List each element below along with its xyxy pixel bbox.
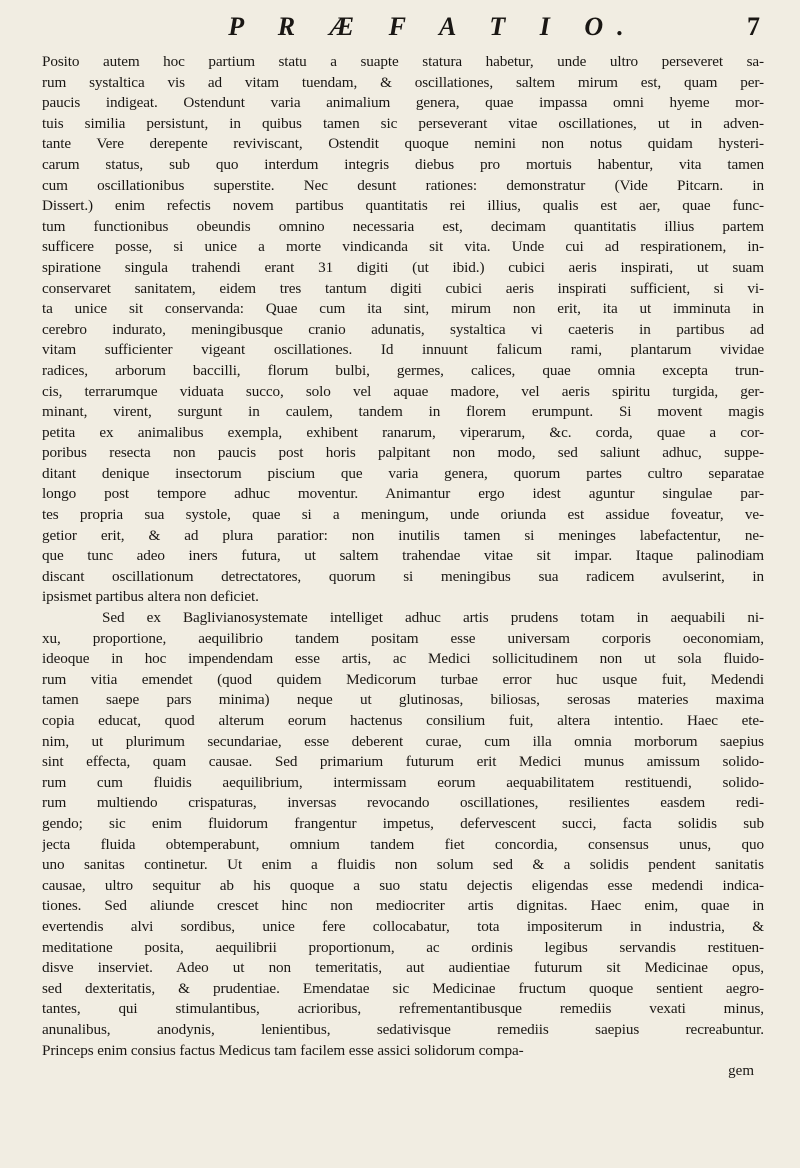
text-line: getior erit, & ad plura paratior: non inutilis tamen si meninges labefactentur, ne- [42, 526, 764, 544]
text-line: tiones. Sed aliunde crescet hinc non mediocriter artis dignitas. Haec enim, quae in [42, 897, 764, 915]
catchword: gem [728, 1063, 754, 1080]
text-line: rum cum fluidis aequilibrium, intermissam eorum aequabilitatem restituendi, solido- [42, 773, 764, 791]
text-line: vitam sufficienter vigeant oscillationes. Id innuunt falicum rami, plantarum vividae [42, 341, 764, 359]
text-line: gendo; sic enim fluidorum frangentur impetus, defervescent succi, facta solidis sub [42, 814, 764, 832]
text-line: evertendis alvi sordibus, unice fere collocabatur, tota impositerum in industria, & [42, 917, 764, 935]
text-line: petita ex animalibus exempla, exhibent ranarum, viperarum, &c. corda, quae a cor- [42, 423, 764, 441]
text-line: discant oscillationum detrectatores, quorum si meningibus sua radicem avulserint, in [42, 567, 764, 585]
text-line: copia educat, quod alterum eorum hactenus consilium fuit, altera intentio. Haec ete- [42, 712, 764, 729]
text-line: tum functionibus obeundis omnino necessaria est, decimam quantitatis illius partem [42, 217, 764, 235]
text-line: ideoque in hoc impendendam esse artis, ac Medici sollicitudinem non ut sola fluido- [42, 650, 764, 668]
text-line: Posito autem hoc partium statu a suapte statura habetur, unde ultro perseveret sa- [42, 53, 764, 70]
page-title: P R Æ F A T I O. [228, 12, 638, 41]
text-line: cis, terrarumque viduata succo, solo vel aquae madore, vel aeris spiritu turgida, ger- [42, 382, 764, 400]
text-line: Sed ex Baglivianosystemate intelliget adhuc artis prudens totam in aequabili ni- [102, 609, 764, 627]
text-line: rum systaltica vis ad vitam tuendam, & oscillationes, saltem mirum est, quam per- [42, 73, 764, 91]
text-line: Princeps enim consius factus Medicus tam facilem esse assici solidorum compa- [42, 1041, 524, 1059]
text-line: tantes, qui stimulantibus, acrioribus, refrementantibusque remediis vexati minus, [42, 1000, 764, 1018]
text-line: sint effecta, quam causae. Sed primarium futurum erit Medici munus amissum solido- [42, 753, 764, 771]
text-line: paucis indigeat. Ostendunt varia animalium genera, quae impassa omni hyeme mor- [42, 94, 764, 112]
text-line: carum status, sub quo interdum integris diebus pro mortuis habentur, vita tamen [42, 155, 764, 173]
paragraph [42, 608, 764, 1061]
text-line: tes propria sua systole, quae si a meningum, unde oriunda est assidue foveatur, ve- [42, 506, 764, 524]
text-line: jecta fluida obtemperabunt, omnium tandem fiet concordia, consensus unus, quo [42, 835, 764, 853]
text-line: tamen saepe pars minima) neque ut glutinosas, biliosas, serosas materies maxima [42, 691, 764, 709]
text-line: sufficere posse, si unice a morte vindicanda sit vita. Unde cui ad respirationem, in- [42, 238, 764, 256]
text-line: disve inserviet. Adeo ut non temeritatis, aut audientiae futurum sit Medicinae opus, [42, 959, 764, 977]
text-line: spiratione singula trahendi erant 31 digiti (ut ibid.) cubici aeris inspirati, ut suam [42, 258, 764, 276]
text-line: uno sanitas continetur. Ut enim a fluidis non solum sed & a solidis pendent sanitatis [42, 856, 764, 874]
text-line: xu, proportione, aequilibrio tandem positam esse universam corporis oeconomiam, [42, 629, 764, 647]
text-line: poribus resecta non paucis post horis palpitant non modo, sed saliunt adhuc, suppe- [42, 444, 764, 462]
text-line: conservaret sanitatem, eidem tres tantum digiti cubici aeris inspirati sufficient, si vi- [42, 279, 764, 297]
text-line: rum multiendo crispaturas, inversas revocando oscillationes, resilientes easdem redi- [42, 794, 764, 812]
text-line: radices, arborum baccilli, florum bulbi, germes, calices, quae omnia excepta trun- [42, 361, 764, 379]
text-line: Dissert.) enim refectis novem partibus quantitatis rei illius, qualis est aer, quae func- [42, 197, 764, 215]
text-line: sed dexteritatis, & prudentiae. Emendatae sic Medicinae fructum quoque sentient aegro- [42, 979, 764, 997]
text-line: ditant denique insectorum piscium que varia genera, quorum partes cultro separatae [42, 464, 764, 482]
paragraph [42, 52, 764, 608]
text-line: que tunc adeo iners futura, ut saltem trahendae vitae sit impar. Itaque palinodiam [42, 547, 764, 565]
text-line: tante Vere derepente reviviscant, Ostendit quoque nemini non notus quidam hysteri- [42, 135, 764, 153]
page-number: 7 [747, 12, 760, 41]
text-line: causae, ultro sequitur ab his quoque a suo statu dejectis eligendas esse medendi indica- [42, 876, 764, 894]
text-line: rum vitia emendet (quod quidem Medicorum turbae error huc usque fuit, Medendi [42, 670, 764, 688]
text-line: meditatione posita, aequilibrii proportionum, ac ordinis legibus servandis restituen- [42, 938, 764, 956]
text-line: cerebro indurato, meningibusque cranio adunatis, systaltica vi caeteris in partibus ad [42, 320, 764, 338]
text-line: cum oscillationibus superstite. Nec desunt rationes: demonstratur (Vide Pitcarn. in [42, 176, 764, 194]
body-text [42, 52, 764, 1061]
text-line: anunalibus, anodynis, lenientibus, sedativisque remediis saepius recreabuntur. [42, 1020, 764, 1038]
text-line: nim, ut plurimum secundariae, esse deberent curae, cum illa omnia morborum saepius [42, 732, 764, 750]
text-line: tuis similia persistunt, in quibus tamen sic perseverant vitae oscillationes, ut in adven- [42, 114, 764, 132]
running-head [42, 12, 764, 48]
text-line: ipsismet partibus altera non deficiet. [42, 588, 259, 606]
text-line: ta unice sit conservanda: Quae cum ita sint, mirum non erit, ita ut imminuta in [42, 300, 764, 318]
text-line: longo post tempore adhuc moventur. Animantur ergo idest aguntur singulae par- [42, 485, 764, 503]
text-line: minant, virent, surgunt in caulem, tandem in florem erumpunt. Si movent magis [42, 403, 764, 421]
